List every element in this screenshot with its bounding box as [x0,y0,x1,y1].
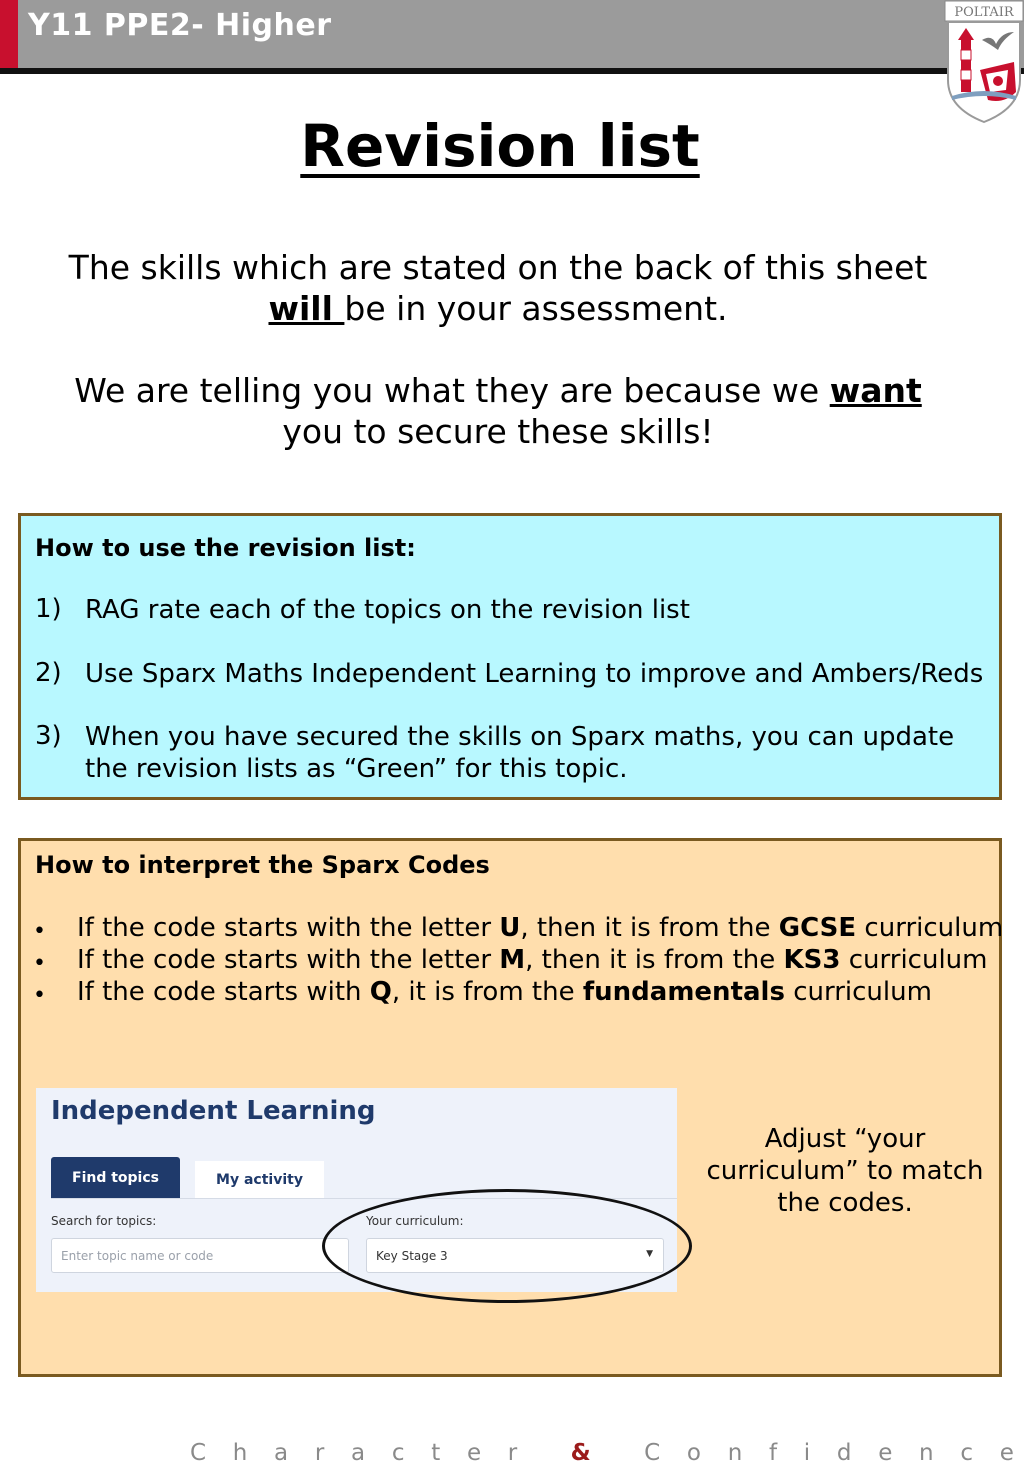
chevron-down-icon: ▼ [646,1249,653,1259]
code-rule-u: If the code starts with the letter U, then it is from the GCSE curriculum [77,913,1004,943]
want-emphasis: want [829,371,922,410]
step-number: 3) [35,721,62,751]
motto-letter: d [836,1440,852,1466]
code-rule-m: If the code starts with the letter M, then it is from the KS3 curriculum [77,945,988,975]
bullet-dot: • [33,919,46,944]
interpret-codes-box [18,838,1002,1377]
curriculum-label: Your curriculum: [366,1214,464,1228]
motto-letter: n [727,1440,743,1466]
step-number: 2) [35,658,62,688]
step-text: When you have secured the skills on Sparx maths, you can update the revision lists as “Green” for this topic. [85,722,955,784]
motto-letter: i [803,1440,811,1466]
motto-letter: h [232,1440,248,1466]
how-to-use-box [18,513,1002,800]
bullet-dot: • [33,983,46,1008]
header-divider [0,68,1024,74]
intro-paragraph-assessment [40,247,956,329]
intro-line-4: you to secure these skills! [282,412,714,451]
motto-letter: c [391,1440,405,1466]
logo-text: POLTAIR [954,5,1014,20]
step-text: RAG rate each of the topics on the revision list [85,595,690,625]
motto-letter: t [431,1440,441,1466]
motto-letter: f [768,1440,778,1466]
footer-motto [190,1440,1014,1466]
tab-find-topics[interactable]: Find topics [51,1157,180,1198]
motto-letter: n [919,1440,934,1466]
motto-letter: r [507,1440,518,1466]
motto-letter: e [466,1440,482,1466]
motto-letter: a [351,1440,366,1466]
motto-letter: C [644,1440,661,1466]
will-emphasis: will [268,289,345,328]
header-title: Y11 PPE2- Higher [28,8,332,43]
motto-letter: C [190,1440,207,1466]
interpret-codes-heading: How to interpret the Sparx Codes [35,851,490,879]
step-number: 1) [35,594,62,624]
header-accent-stripe [0,0,18,70]
search-label: Search for topics: [51,1214,157,1228]
tab-my-activity[interactable]: My activity [195,1161,324,1198]
how-to-use-heading: How to use the revision list: [35,534,416,562]
motto-letter: r [314,1440,325,1466]
motto-letter: e [878,1440,893,1466]
intro-line-1: The skills which are stated on the back of this sheet [68,248,928,287]
intro-line-2: be in your assessment. [344,289,728,328]
step-text: Use Sparx Maths Independent Learning to improve and Ambers/Reds [85,659,984,689]
sparx-panel-title: Independent Learning [51,1096,376,1126]
motto-letter: o [686,1440,701,1466]
motto-letter: e [999,1440,1014,1466]
intro-line-3: We are telling you what they are because we [74,371,830,410]
intro-paragraph-purpose [40,370,956,452]
motto-letter: a [274,1440,289,1466]
highlight-ellipse [322,1189,692,1303]
curriculum-selected-value: Key Stage 3 [376,1249,448,1263]
code-rule-q: If the code starts with Q, it is from the fundamentals curriculum [77,977,932,1007]
adjust-curriculum-note: Adjust “your curriculum” to match the codes. [706,1124,984,1218]
motto-ampersand: & [570,1440,591,1466]
motto-letter: c [960,1440,973,1466]
page-title: Revision list [300,112,700,180]
bullet-dot: • [33,951,46,976]
topic-search-input[interactable]: Enter topic name or code [51,1238,349,1273]
school-crest-logo [944,0,1024,124]
